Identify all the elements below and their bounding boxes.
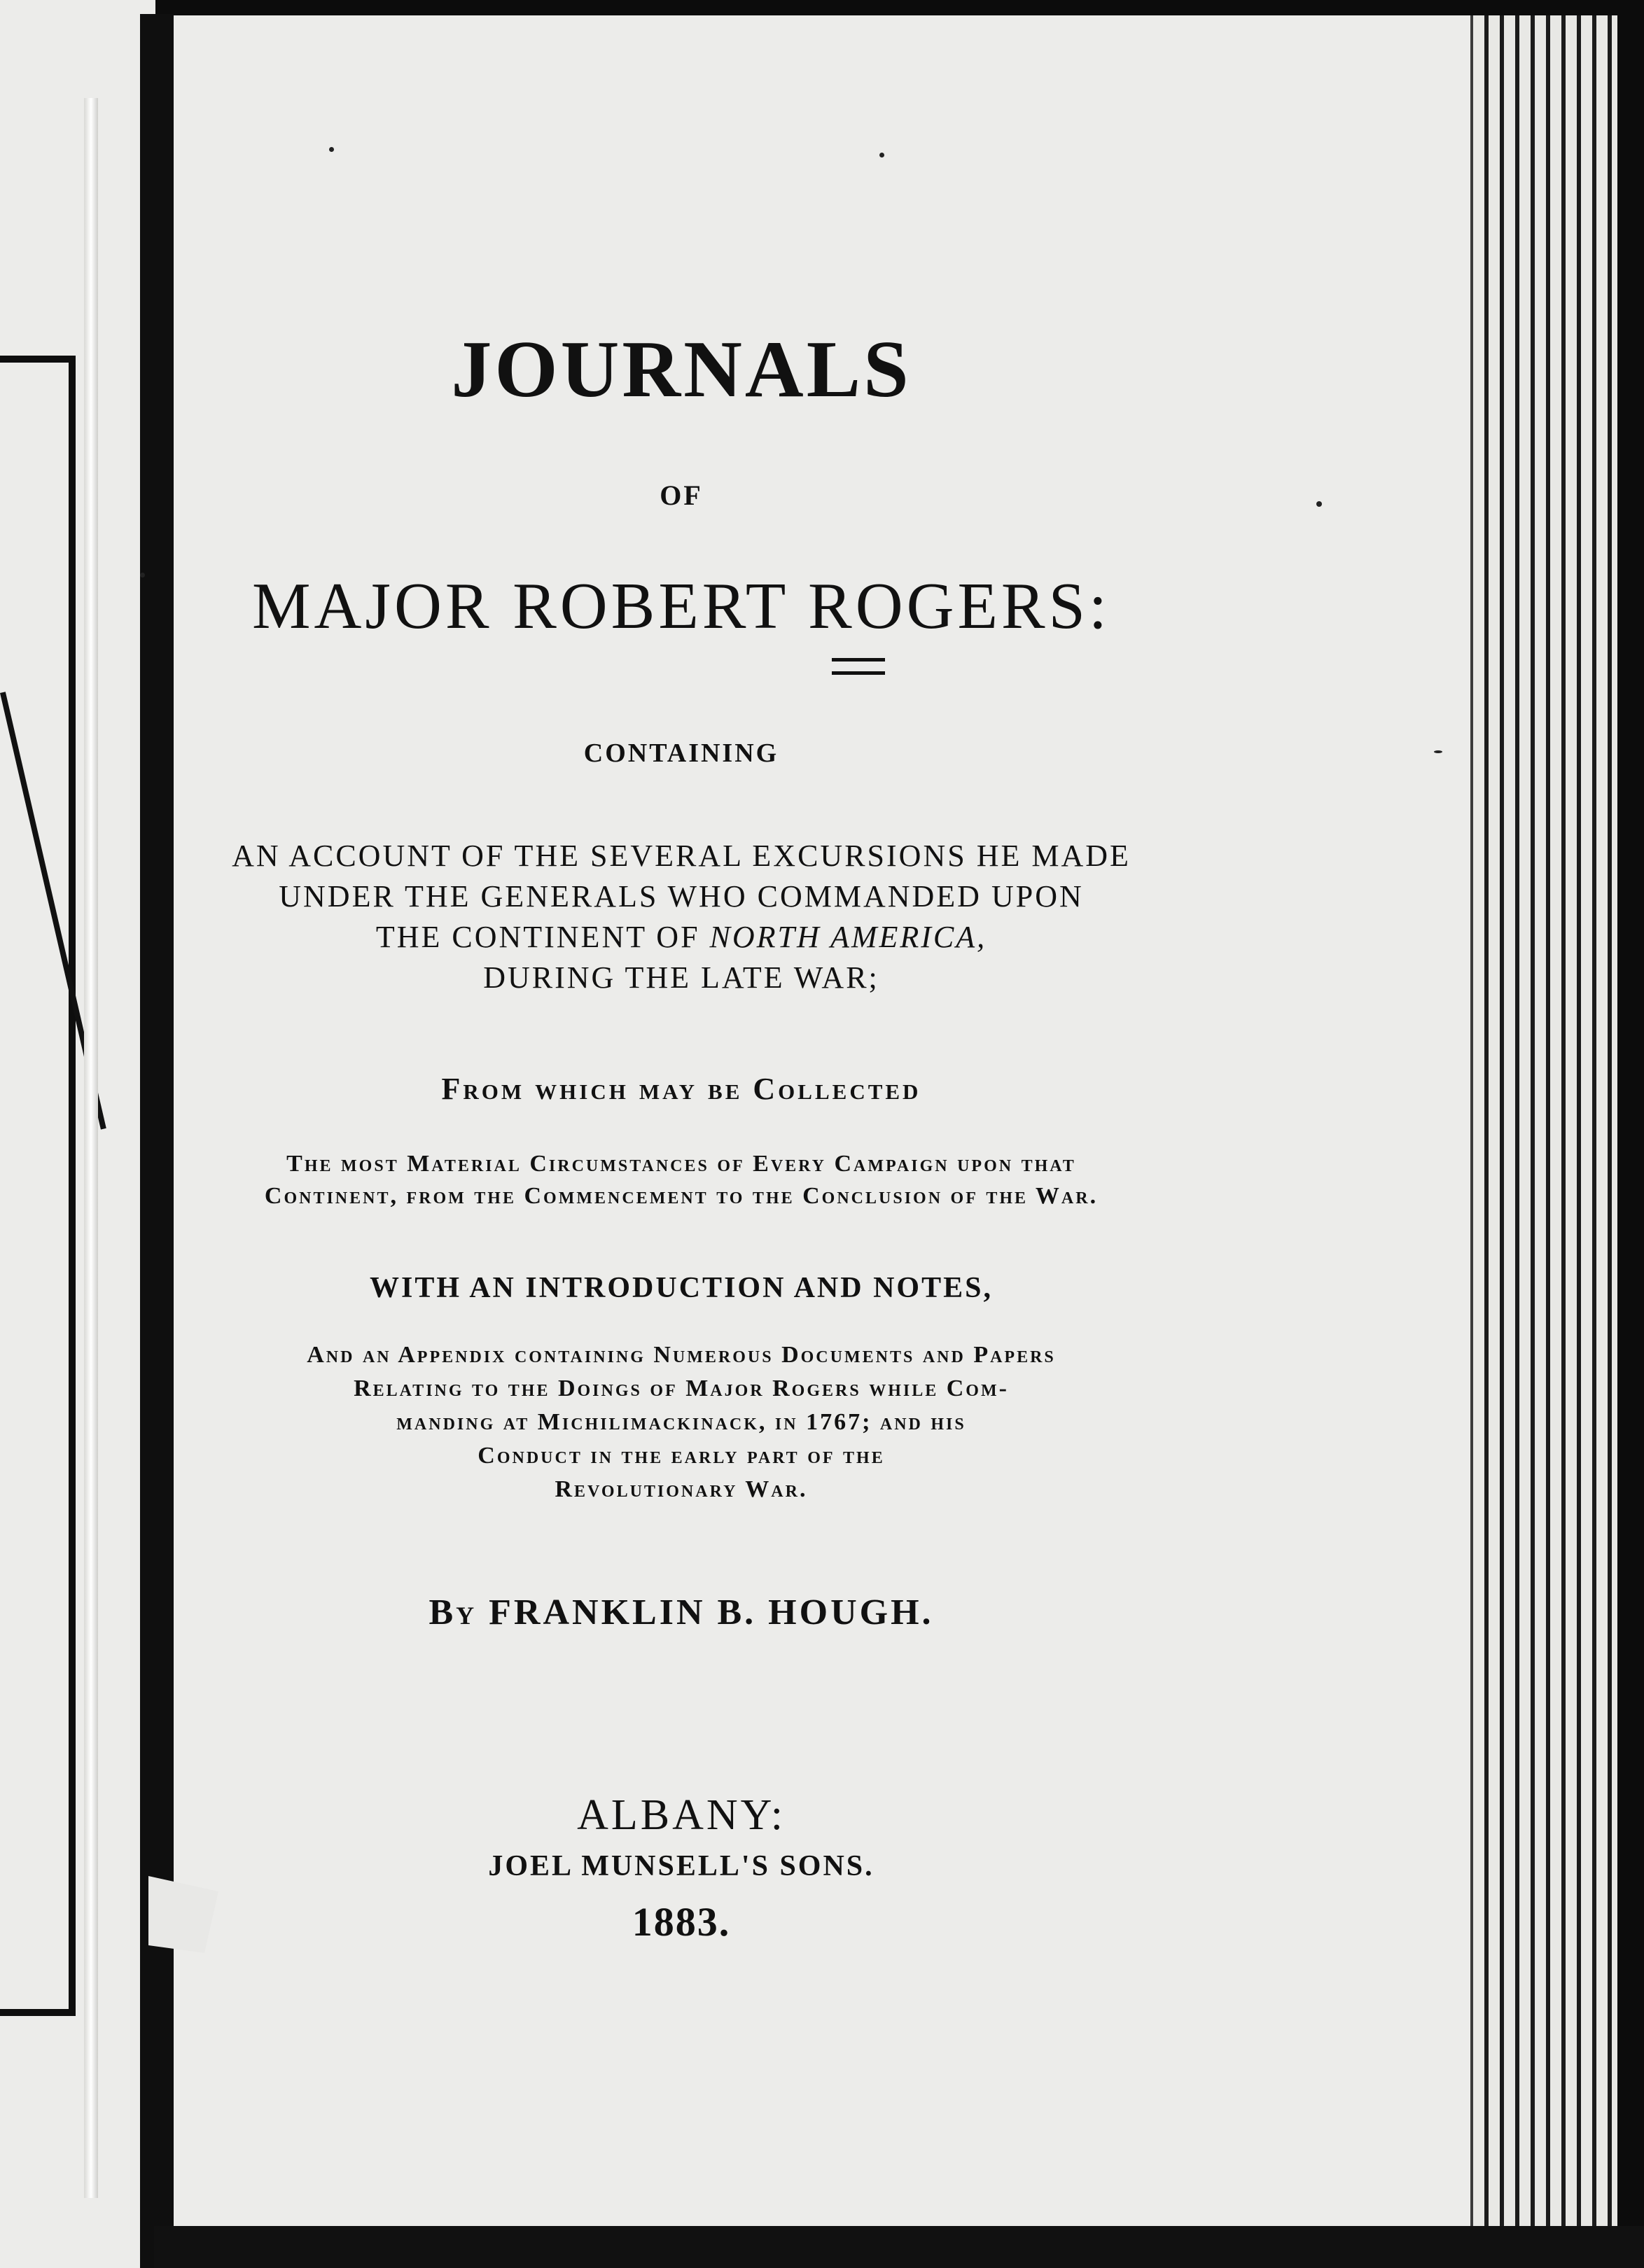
account-line: DURING THE LATE WAR; xyxy=(483,960,879,995)
circumstances-line: The most Material Circumstances of Every Campaign upon that xyxy=(286,1151,1076,1177)
appendix-line: manding at Michilimackinack, in 1767; and his xyxy=(396,1409,966,1435)
account-italic: NORTH AMERICA, xyxy=(709,920,987,954)
ink-speck xyxy=(879,153,884,158)
appendix-line: Revolutionary War. xyxy=(555,1476,808,1502)
author-line xyxy=(174,1592,1189,1633)
scan-border-right xyxy=(1617,15,1644,2268)
ink-speck xyxy=(140,573,145,578)
scan-border-top xyxy=(0,0,1644,17)
book-subject: MAJOR ROBERT ROGERS: xyxy=(251,570,1111,643)
containing-label: CONTAINING xyxy=(583,738,779,768)
ink-speck xyxy=(329,147,334,152)
account-line: UNDER THE GENERALS WHO COMMANDED UPON xyxy=(279,879,1084,913)
appendix-line: And an Appendix containing Numerous Documents and Papers xyxy=(307,1342,1056,1368)
appendix-line: Relating to the Doings of Major Rogers while Com- xyxy=(354,1376,1009,1401)
imprint-publisher: JOEL MUNSELL'S SONS. xyxy=(488,1850,875,1882)
facing-page xyxy=(0,0,155,2268)
introduction-line: WITH AN INTRODUCTION AND NOTES, xyxy=(370,1272,993,1304)
from-which-heading: From which may be Collected xyxy=(441,1072,921,1106)
title-of: OF xyxy=(660,479,703,511)
imprint-year: 1883. xyxy=(632,1899,731,1945)
account-line: THE CONTINENT OF NORTH AMERICA, xyxy=(375,920,987,954)
imprint-place: ALBANY: xyxy=(577,1791,786,1839)
title-page-text xyxy=(174,15,1189,2115)
appendix-line: Conduct in the early part of the xyxy=(478,1443,885,1469)
account-line: AN ACCOUNT OF THE SEVERAL EXCURSIONS HE MADE xyxy=(232,839,1131,873)
author-name: FRANKLIN B. HOUGH. xyxy=(489,1592,934,1632)
facing-page-fold xyxy=(84,98,98,2198)
book-title: JOURNALS xyxy=(451,325,912,414)
facing-page-frame xyxy=(0,356,76,2016)
ink-speck xyxy=(1434,750,1442,753)
ink-speck xyxy=(1316,501,1322,507)
underline-mark xyxy=(832,658,885,675)
by-prefix: By xyxy=(429,1592,478,1632)
scan-border-bottom xyxy=(154,2226,1644,2268)
circumstances-line: Continent, from the Commencement to the Conclusion of the War. xyxy=(264,1183,1099,1209)
